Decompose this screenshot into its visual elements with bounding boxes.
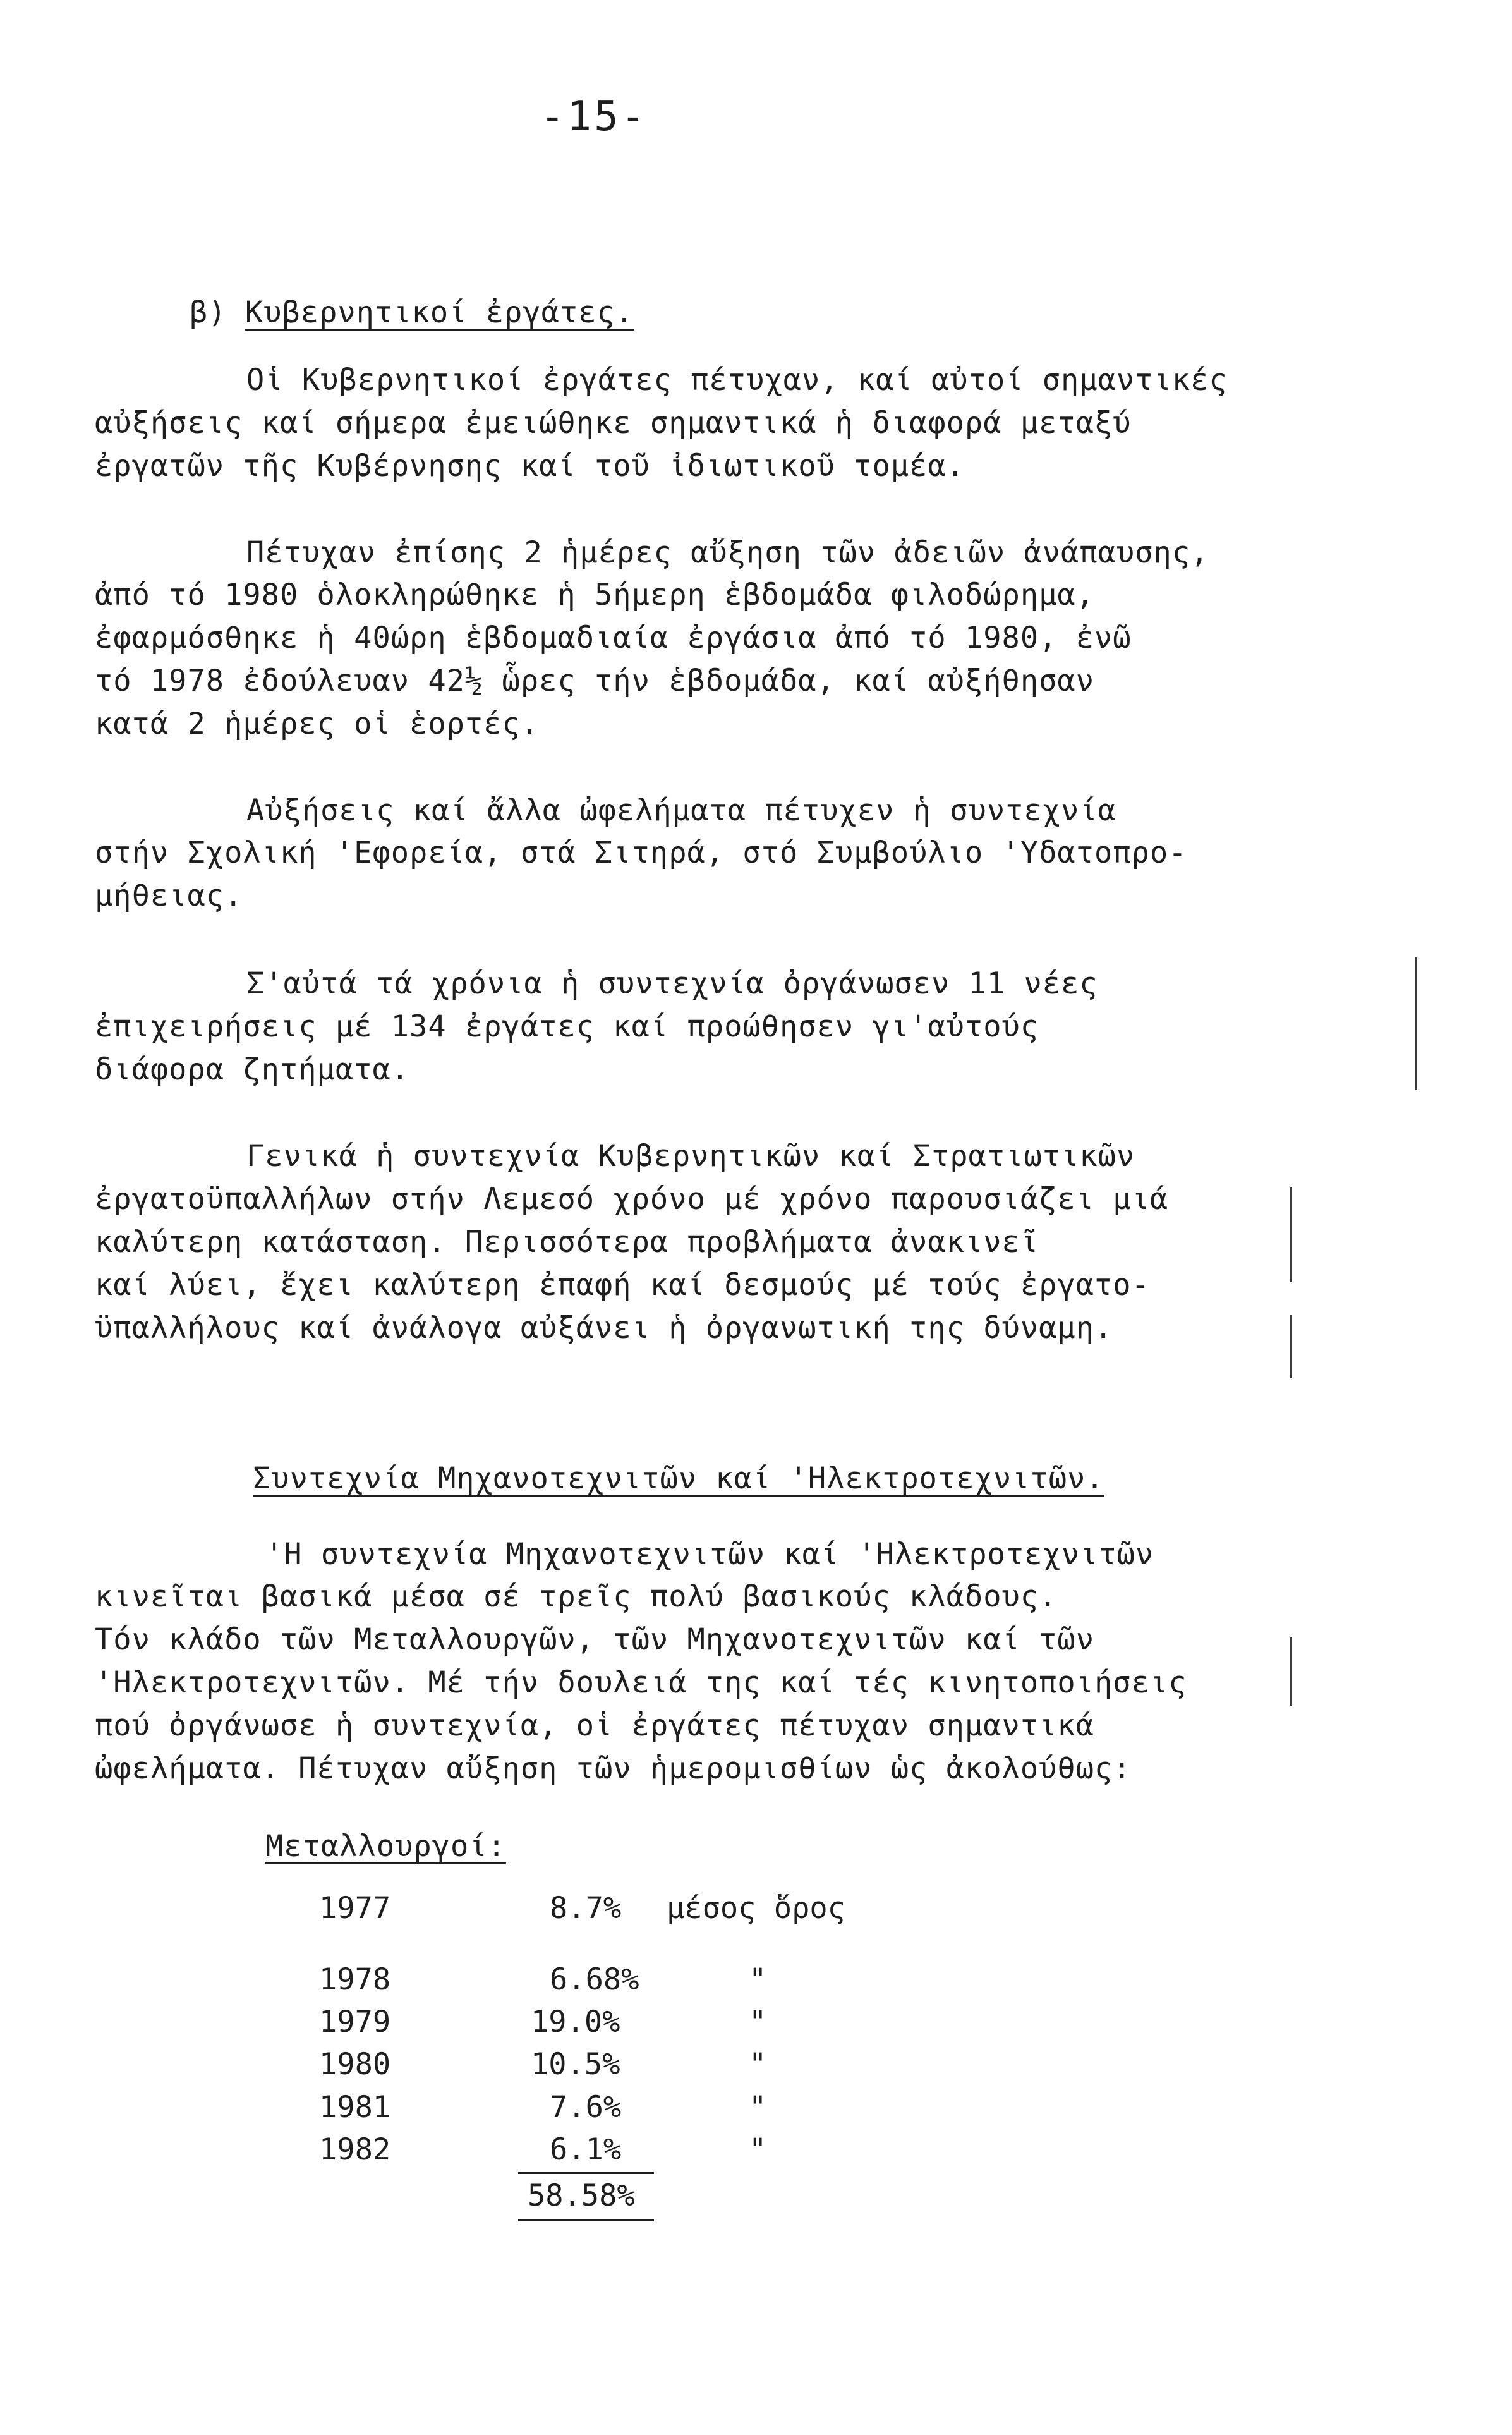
text-line: διάφορα ζητήματα. [95,1052,410,1087]
margin-bar [1290,1637,1292,1706]
text-line: Τόν κλάδο τῶν Μεταλλουργῶν, τῶν Μηχανοτεχνιτῶν καί τῶν [95,1622,1095,1657]
note-cell: " [749,2047,767,2082]
table-label: Μεταλλουργοί: [265,1829,506,1864]
text-line: καί λύει, ἔχει καλύτερη ἐπαφή καί δεσμούς μέ τούς ἐργατο- [95,1268,1150,1303]
year-cell: 1982 [319,2132,391,2167]
year-cell: 1980 [319,2047,391,2082]
text-line: κινεῖται βασικά μέσα σέ τρεῖς πολύ βασικούς κλάδους. [95,1579,1058,1614]
text-line: ϋπαλλήλους καί ἀνάλογα αὐξάνει ἡ ὀργανωτική της δύναμη. [95,1311,1113,1345]
section-b-heading: Κυβερνητικοί ἐργάτες. [245,295,634,330]
text-line: 'Η συντεχνία Μηχανοτεχνιτῶν καί 'Ηλεκτροτεχνιτῶν [265,1537,1154,1572]
value-cell: 6.1% [550,2132,622,2167]
year-cell: 1979 [319,2005,391,2039]
note-cell: " [749,2090,767,2125]
value-cell: 7.6% [550,2090,622,2125]
year-cell: 1977 [319,1891,391,1926]
text-line: μήθειας. [95,878,243,913]
margin-bar [1415,957,1417,1090]
page-number: -15- [540,94,648,140]
text-line: ἀπό τό 1980 ὁλοκληρώθηκε ἡ 5ήμερη ἑβδομάδα φιλοδώρημα, [95,578,1095,612]
text-line: ἐπιχειρήσεις μέ 134 ἐργάτες καί προώθησεν γι'αὐτούς [95,1009,1039,1044]
text-line: ὠφελήματα. Πέτυχαν αὔξηση τῶν ἡμερομισθίων ὡς ἀκολούθως: [95,1751,1132,1786]
text-line: 'Ηλεκτροτεχνιτῶν. Μέ τήν δουλειά της καί τές κινητοποιήσεις [95,1665,1187,1700]
text-line: Σ'αὐτά τά χρόνια ἡ συντεχνία ὀργάνωσεν 11 νέες [246,966,1098,1001]
section-b-label: β) [190,295,227,330]
total-underline [518,2219,654,2221]
text-line: στήν Σχολική 'Εφορεία, στά Σιτηρά, στό Συμβούλιο 'Υδατοπρο- [95,835,1187,870]
union-heading: Συντεχνία Μηχανοτεχνιτῶν καί 'Ηλεκτροτεχνιτῶν. [253,1461,1104,1496]
sum-rule [518,2172,654,2174]
text-line: καλύτερη κατάσταση. Περισσότερα προβλήματα ἀνακινεῖ [95,1225,1039,1260]
text-line: τό 1978 ἐδούλευαν 42½ ὧρες τήν ἑβδομάδα, καί αὐξήθησαν [95,664,1095,698]
text-line: Αὐξήσεις καί ἄλλα ὠφελήματα πέτυχεν ἡ συντεχνία [246,793,1116,828]
text-line: ἐργατοϋπαλλήλων στήν Λεμεσό χρόνο μέ χρόνο παρουσιάζει μιά [95,1182,1169,1217]
margin-bar [1290,1315,1292,1378]
text-line: πού ὀργάνωσε ἡ συντεχνία, οἱ ἐργάτες πέτυχαν σημαντικά [95,1708,1095,1743]
value-cell: 19.0% [531,2005,620,2039]
note-cell: " [749,2005,767,2039]
section-b-heading-line [190,294,634,332]
text-line: ἐργατῶν τῆς Κυβέρνησης καί τοῦ ἰδιωτικοῦ τομέα. [95,449,965,483]
margin-bar [1290,1187,1292,1282]
value-cell: 8.7% [550,1891,622,1926]
note-cell: " [749,1962,767,1997]
year-cell: 1978 [319,1962,391,1997]
note-cell: μέσος ὅρος [667,1891,845,1926]
text-line: Οἱ Κυβερνητικοί ἐργάτες πέτυχαν, καί αὐτοί σημαντικές [246,363,1228,398]
text-line: αὐξήσεις καί σήμερα ἐμειώθηκε σημαντικά ἡ διαφορά μεταξύ [95,406,1132,440]
text-line: κατά 2 ἡμέρες οἱ ἑορτές. [95,707,540,741]
text-line: Πέτυχαν ἐπίσης 2 ἡμέρες αὔξηση τῶν ἀδειῶν ἀνάπαυσης, [246,535,1209,570]
value-cell: 10.5% [531,2047,620,2082]
text-line: ἐφαρμόσθηκε ἡ 40ώρη ἑβδομαδιαία ἐργάσια ἀπό τό 1980, ἐνῶ [95,621,1132,655]
year-cell: 1981 [319,2090,391,2125]
text-line: Γενικά ἡ συντεχνία Κυβερνητικῶν καί Στρατιωτικῶν [246,1139,1135,1174]
value-cell: 6.68% [550,1962,639,1997]
total-value: 58.58% [528,2178,635,2213]
note-cell: " [749,2132,767,2167]
